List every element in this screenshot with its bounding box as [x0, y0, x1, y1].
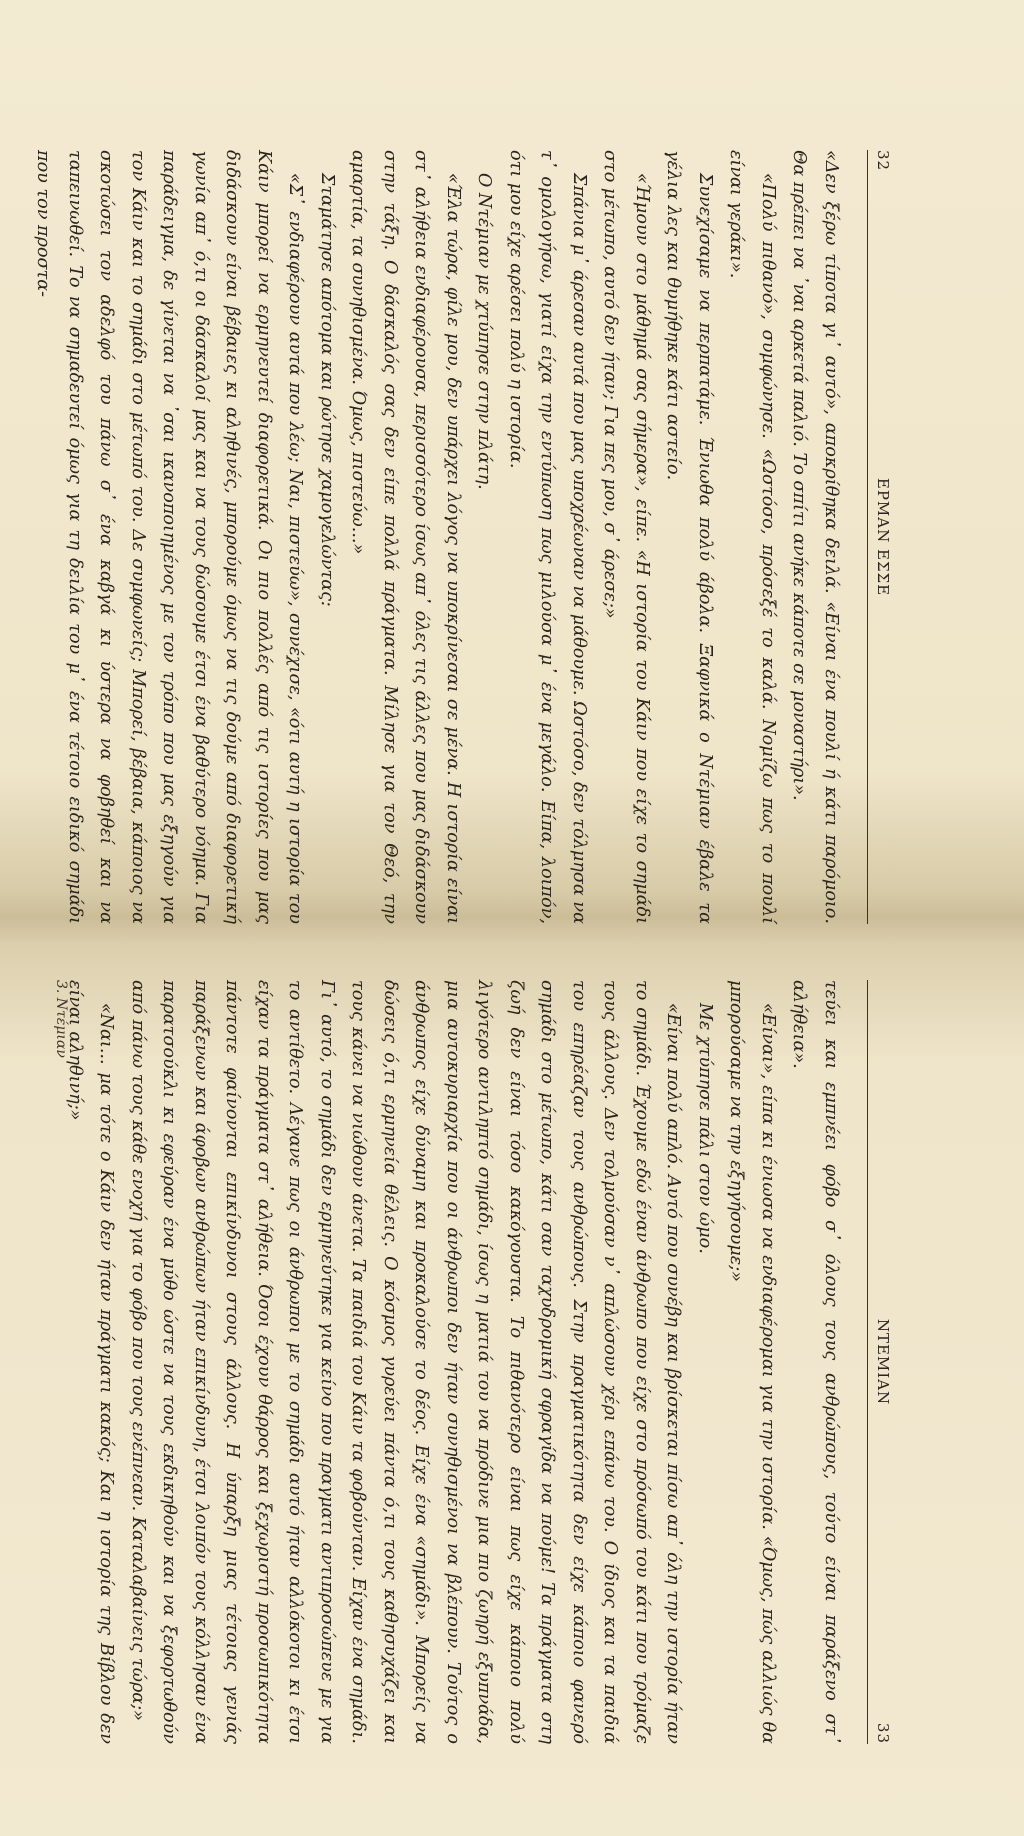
- right-running-head: ΝΤΕΜΙΑΝ: [874, 1318, 892, 1406]
- paragraph: «Πολύ πιθανό», συμφώνησε. «Ωστόσο, πρόσεξέ το καλά. Νομίζω πως το πουλί είναι γεράκι».: [726, 150, 778, 924]
- paragraph: «Έλα τώρα, φίλε μου, δεν υπάρχει λόγος να υποκρίνεσαι σε μένα. Η ιστορία είναι στ᾿ αλήθεια ενδιαφέρουσα, περισσότερο ίσως απ᾿ όλες τις άλλες που μας διδάσκουν στην τάξη. Ο δάσκαλός σας δεν είπε πολλά πράγματα. Μίλησε για τον Θεό, την αμαρτία, τα συνηθισμένα. Όμως, πιστεύω...»: [348, 150, 463, 924]
- left-running-header: [867, 150, 892, 924]
- paragraph: Σταμάτησε απότομα και ρώτησε χαμογελώντας:: [317, 172, 337, 607]
- paragraph: τεύει και εμπνέει φόβο σ᾿ όλους τους ανθρώπους, τούτο είναι παράξενο στ᾿ αλήθεια».: [789, 980, 841, 1744]
- left-running-head: ΕΡΜΑΝ ΕΣΣΕ: [874, 477, 892, 597]
- paragraph: «Ναι... μα τότε ο Κάιν δεν ήταν πράγματι κακός; Και η ιστορία της Βίβλου δεν είναι αληθινή;»: [65, 980, 117, 1744]
- right-running-header: [867, 980, 892, 1744]
- right-page-number: 33: [874, 1722, 892, 1744]
- paragraph: «Ήμουν στο μάθημά σας σήμερα», είπε. «Η ιστορία του Κάιν που είχε το σημάδι στο μέτωπο, αυτό δεν ήταν; Για πες μου, σ᾿ άρεσε;»: [600, 150, 652, 924]
- paragraph: «Είναι πολύ απλό. Αυτό που συνέβη και βρίσκεται πίσω απ᾿ όλη την ιστορία ήταν το σημάδι. Έχουμε εδώ έναν άνθρωπο που είχε στο πρόσωπό του κάτι που τρόμαζε τους άλλους. Δεν τολμούσαν ν᾿ απλώσουν χέρι επάνω του. Ο ίδιος και τα παιδιά του επηρέαζαν τους ανθρώπους. Στην πραγματικότητα δεν είχε κάποιο φανερό σημάδι στο μέτωπο, κάτι σαν ταχυδρομική σφραγίδα να πούμε! Τα πράγματα στη ζωή δεν είναι τόσο κακόγουστα. Το πιθανότερο είναι πως είχε κάποιο πολύ λιγότερο αντιληπτό σημάδι, ίσως η ματιά του να πρόδινε μια πιο ζωηρή εξυπνάδα, μια αυτοκυριαρχία που οι άνθρωποι δεν ήταν συνηθισμένοι να βλέπουν. Τούτος ο άνθρωπος είχε δύναμη και προκαλούσε το δέος. Είχε ένα «σημάδι». Μπορείς να δώσεις ό,τι ερμηνεία θέλεις. Ο κόσμος γυρεύει πάντα ό,τι τους καθησυχάζει και τους κάνει να νιώθουν άνετα. Τα παιδιά του Κάιν τα φοβούνταν. Είχαν ένα σημάδι. Γι᾿ αυτό, το σημάδι δεν ερμηνεύτηκε για κείνο που πραγματι αντιπροσώπευε με για το αντίθετο. Λέγανε πως οι άνθρωποι με το σημάδι αυτό ήταν αλλόκοτοι κι έτσι είχαν τα πράγματα στ᾿ αλήθεια. Όσοι έχουν θάρρος και ξεχωριστή προσωπικότητα πάντοτε φαίνονται επικίνδυνοι στους άλλους. Η ύπαρξη μιας τέτοιας γενιάς παράξενων και άφοβων ανθρώπων ήταν επικίνδυνη, έτσι λοιπόν τους κόλλησαν ένα παρατσούκλι κι εφεύραν ένα μύθο ώστε να τους εκδικηθούν και να ξεφορτωθούν από πάνω τους κάθε ενοχή για το φόβο που τους ενέπνεαν. Καταλαβαίνεις τώρα;»: [128, 980, 684, 1744]
- left-page-number: 32: [874, 150, 892, 172]
- right-page: [0, 940, 1024, 1760]
- paragraph: «Σ᾿ ενδιαφέρουν αυτά που λέω; Ναι, πιστεύω», συνέχισε, «ότι αυτή η ιστορία του Κάιν μπορεί να ερμηνευτεί διαφορετικά. Οι πιο πολλές από τις ιστορίες που μας διδάσκουν είναι βέβαιες κι αληθινές, μπορούμε όμως να τις δούμε από διαφορετική γωνία απ᾿ ό,τι οι δάσκαλοί μας και να τους δώσουμε έτσι ένα βαθύτερο νόημα. Για παράδειγμα, δε γίνεται να ᾿σαι ικανοποιημένος με τον τρόπο που μας εξηγούν για τον Κάιν και το σημάδι στο μέτωπό του. Δε συμφωνείς; Μπορεί, βέβαια, κάποιος να σκοτώσει τον αδελφό του πάνω σ᾿ ένα καβγά κι ύστερα να φοβηθεί και να ταπεινωθεί. Το να σημαδευτεί όμως για τη δειλία του μ᾿ ένα τέτοιο ειδικό σημάδι που τον προστα-: [33, 150, 306, 924]
- footnote: 3. Ντέμιαν: [53, 980, 69, 1058]
- left-page: [0, 110, 1024, 940]
- left-page-body: [27, 150, 846, 924]
- right-page-body: [59, 980, 847, 1744]
- paragraph: Με χτύπησε πάλι στον ώμο.: [695, 1002, 715, 1254]
- paragraph: «Είναι», είπα κι ένιωσα να ενδιαφέρομαι για την ιστορία. «Όμως, πώς αλλιώς θα μπορούσαμε να την εξηγήσουμε;»: [726, 980, 778, 1744]
- paragraph: Σπάνια μ᾿ άρεσαν αυτά που μας υποχρέωναν να μάθουμε. Ωστόσο, δεν τόλμησα να τ᾿ ομολογήσω, γιατί είχα την εντύπωση πως μιλούσα μ᾿ ένα μεγάλο. Είπα, λοιπόν, ότι μου είχε αρέσει πολύ η ιστορία.: [506, 150, 589, 924]
- paragraph: «Δεν ξέρω τίποτα γι᾿ αυτό», αποκρίθηκα δειλά. «Είναι ένα πουλί ή κάτι παρόμοιο. Θα πρέπει να ᾿ναι αρκετά παλιό. Το σπίτι ανήκε κάποτε σε μοναστήρι».: [789, 150, 841, 924]
- paragraph: Συνεχίσαμε να περπατάμε. Ένιωθα πολύ άβολα. Ξαφνικά ο Ντέμιαν έβαλε τα γέλια λες και θυμήθηκε κάτι αστείο.: [663, 150, 715, 924]
- paragraph: Ο Ντέμιαν με χτύπησε στην πλάτη.: [474, 172, 495, 490]
